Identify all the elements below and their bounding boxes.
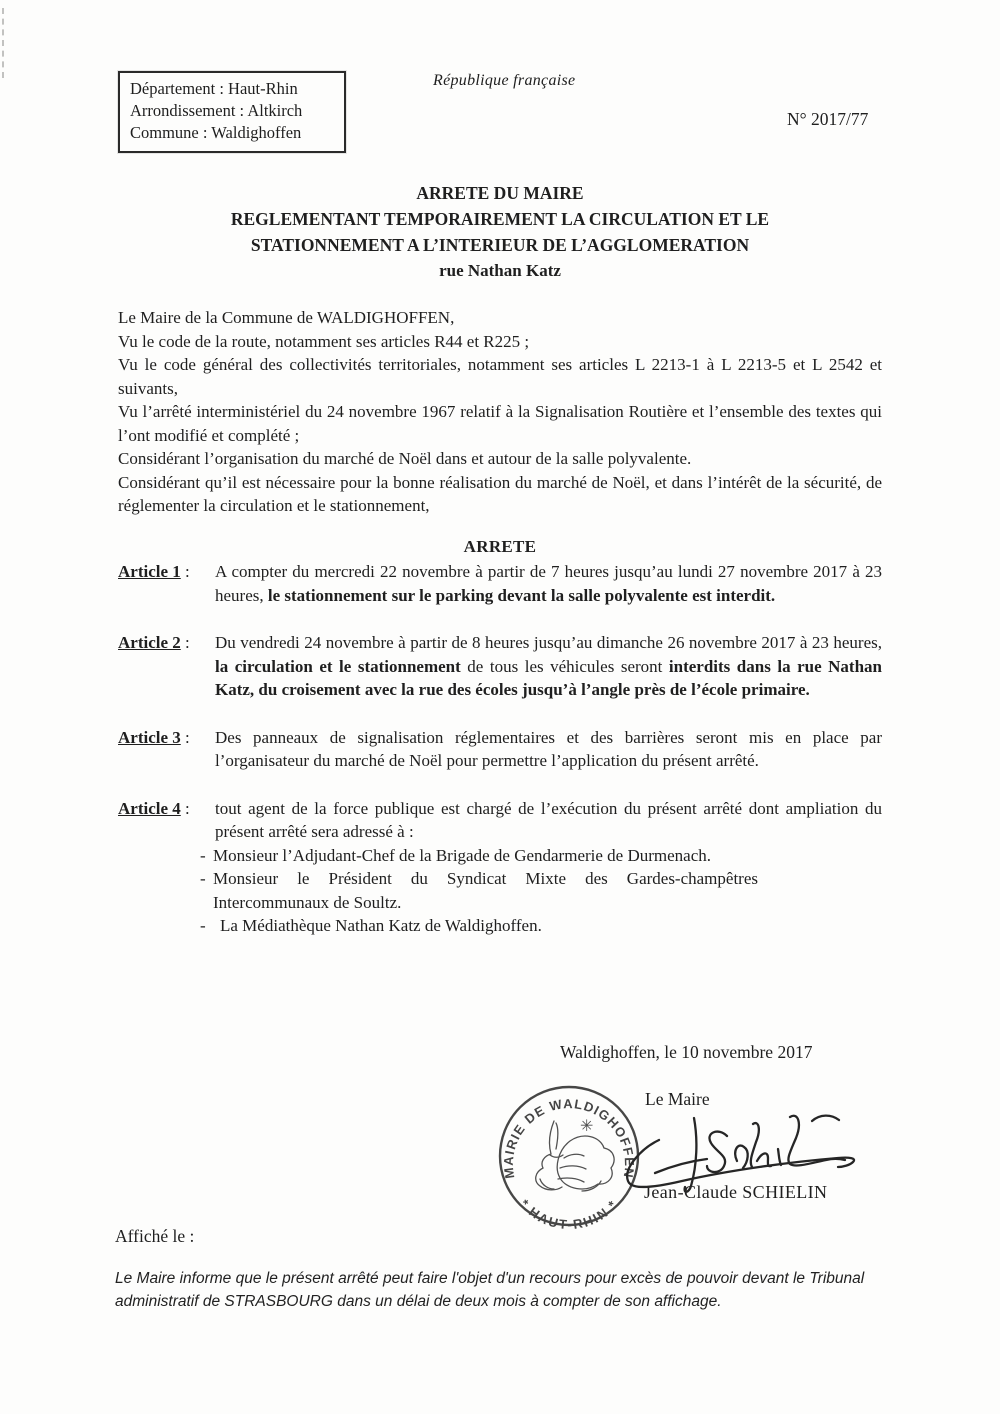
title-line-4: rue Nathan Katz xyxy=(439,261,561,280)
arrondissement-line: Arrondissement : Altkirch xyxy=(130,101,303,120)
recipient-syndicat: - Monsieur le Président du Syndicat Mixte des Gardes-champêtres Intercommunaux de Soultz. xyxy=(200,869,758,912)
preamble-maire: Le Maire de la Commune de WALDIGHOFFEN, xyxy=(118,308,455,327)
document-body xyxy=(118,306,882,938)
stamp-top-text: MAIRIE DE WALDIGHOFFEN xyxy=(500,1096,638,1180)
recipient-gendarmerie: - Monsieur l’Adjudant-Chef de la Brigade de Gendarmerie de Durmenach. xyxy=(200,845,712,865)
scan-edge-artifact xyxy=(2,8,4,78)
title-line-2: REGLEMENTANT TEMPORAIREMENT LA CIRCULATION ET LE xyxy=(230,209,770,229)
signer-role: Le Maire xyxy=(645,1089,710,1109)
recipient-mediatheque: - La Médiathèque Nathan Katz de Waldighoffen. xyxy=(200,916,542,935)
place-date-line: Waldighoffen, le 10 novembre 2017 xyxy=(560,1042,813,1062)
commune-info-box xyxy=(118,71,346,153)
article-1 xyxy=(118,560,882,607)
recipient-list xyxy=(200,844,882,938)
arrete-heading: ARRETE xyxy=(463,536,537,556)
stamp-bottom-text: * HAUT-RHIN * xyxy=(516,1196,622,1231)
article-2-text: Du vendredi 24 novembre à partir de 8 heures jusqu’au dimanche 26 novembre 2017 à 23 heures, la circulation et le stationnement de tous les véhicules seront interdits dans la rue Nathan Katz, du croisement avec la rue des écoles jusqu’à l’angle près de l’école primaire. xyxy=(215,633,882,699)
stamp-emblem-sketch xyxy=(536,1121,614,1191)
article-3-text: Des panneaux de signalisation réglementaires et des barrières seront mis en place par l’organisateur du marché de Noël pour permettre l’application du présent arrêté. xyxy=(215,727,882,770)
preamble-considerant-1: Considérant l’organisation du marché de Noël dans et autour de la salle polyvalente. xyxy=(118,449,692,468)
article-3 xyxy=(118,726,882,773)
article-4 xyxy=(118,797,882,938)
article-1-text: A compter du mercredi 22 novembre à partir de 7 heures jusqu’au lundi 27 novembre 2017 à 23 heures, le stationnement sur le parking devant la salle polyvalente est interdit. xyxy=(215,562,882,605)
document-number: N° 2017/77 xyxy=(787,109,869,129)
preamble-vu-1: Vu le code de la route, notamment ses articles R44 et R225 ; xyxy=(118,331,530,351)
commune-line: Commune : Waldighoffen xyxy=(130,123,302,142)
title-line-1: ARRETE DU MAIRE xyxy=(416,183,584,203)
posted-date-label: Affiché le : xyxy=(115,1226,195,1246)
department-line: Département : Haut-Rhin xyxy=(130,79,298,98)
mayor-signature xyxy=(615,1100,870,1205)
signer-name: Jean-Claude SCHIELIN xyxy=(644,1182,828,1202)
article-2-label: Article 2 : xyxy=(118,633,190,652)
article-4-text: tout agent de la force publique est chargé de l’exécution du présent arrêté dont ampliation du présent arrêté sera adressé à : - Monsieur l’Adjudant-Chef de la Brigade de Gendarmerie de Durmenach. - Monsieur le Président du Syndicat Mixte des Gardes-champêtres Intercommunaux de Soultz. - La Médiathèque Nathan Katz de Waldighoffen. xyxy=(215,797,882,938)
title-line-3: STATIONNEMENT A L’INTERIEUR DE L’AGGLOMERATION xyxy=(250,235,750,255)
article-3-label: Article 3 : xyxy=(118,727,190,747)
article-4-label: Article 4 : xyxy=(118,798,190,818)
preamble-vu-2: Vu le code général des collectivités territoriales, notamment ses articles L 2213-1 à L 2213-5 et L 2542 et suivants, xyxy=(118,355,882,398)
legal-notice: Le Maire informe que le présent arrêté peut faire l'objet d'un recours pour excès de pouvoir devant le Tribunal administratif de STRASBOURG dans un délai de deux mois à compter de son affichage. xyxy=(115,1270,865,1310)
stamp-star-ornament: ✳ xyxy=(580,1118,594,1135)
svg-text:* HAUT-RHIN * xyxy=(517,1196,621,1231)
article-2 xyxy=(118,631,882,702)
republic-label: République française xyxy=(433,72,576,89)
preamble-considerant-2: Considérant qu’il est nécessaire pour la bonne réalisation du marché de Noël, et dans l’intérêt de la sécurité, de réglementer la circulation et le stationnement, xyxy=(118,472,882,515)
preamble-vu-3: Vu l’arrêté interministériel du 24 novembre 1967 relatif à la Signalisation Routière et l’ensemble des textes qui l’ont modifié et complété ; xyxy=(118,402,882,445)
article-1-label: Article 1 : xyxy=(118,562,190,581)
document-title xyxy=(0,180,1000,284)
